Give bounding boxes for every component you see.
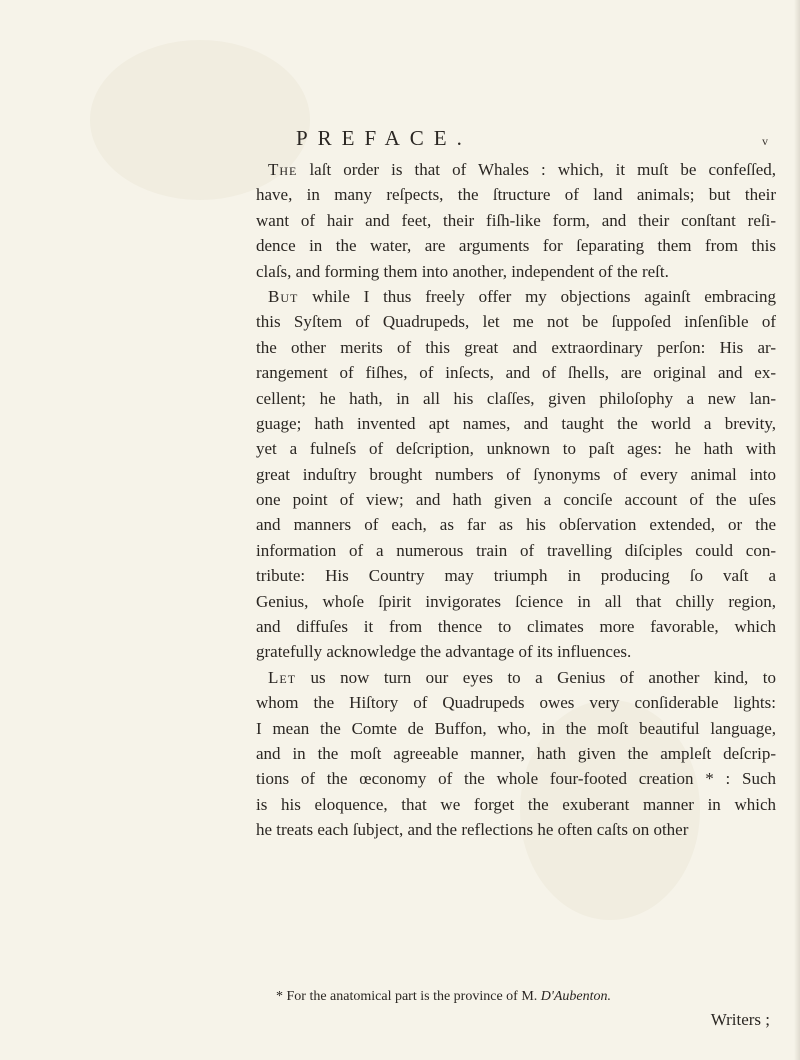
line-text: cellent; he hath, in all his claſſes, given philoſophy a new lan- bbox=[256, 388, 776, 408]
footnote-text: * For the anatomical part is the province of M. bbox=[276, 989, 541, 1004]
line-text: tions of the œconomy of the whole four-footed creation * : Such bbox=[256, 769, 776, 789]
text-line bbox=[256, 208, 776, 233]
body-text bbox=[256, 157, 776, 843]
line-text: this Syſtem of Quadrupeds, let me not be ſuppoſed inſenſible of bbox=[256, 312, 776, 332]
line-text: us now turn our eyes to a Genius of another kind, to bbox=[296, 667, 776, 687]
line-text: have, in many reſpects, the ſtructure of land animals; but their bbox=[256, 185, 776, 205]
text-line bbox=[256, 690, 776, 715]
running-head bbox=[0, 126, 800, 156]
line-text: guage; hath invented apt names, and taught the world a brevity, bbox=[256, 413, 776, 433]
text-line bbox=[256, 284, 776, 309]
line-text: and in the moſt agreeable manner, hath given the ampleſt deſcrip- bbox=[256, 743, 776, 763]
text-line bbox=[256, 436, 776, 461]
line-text: he treats each ſubject, and the reflections he often caſts on other bbox=[256, 820, 689, 840]
line-text: tribute: His Country may triumph in producing ſo vaſt a bbox=[256, 566, 776, 586]
text-line bbox=[256, 639, 776, 664]
line-text: one point of view; and hath given a conciſe account of the uſes bbox=[256, 490, 776, 510]
line-text: laſt order is that of Whales : which, it muſt be confeſſed, bbox=[297, 160, 776, 179]
line-text: gratefully acknowledge the advantage of its influences. bbox=[256, 642, 632, 662]
text-line bbox=[256, 360, 776, 385]
page-edge-shadow bbox=[794, 0, 800, 1060]
paragraph-lead-word: The bbox=[268, 160, 298, 179]
text-line bbox=[256, 716, 776, 741]
line-text: yet a fulneſs of deſcription, unknown to paſt ages: he hath with bbox=[256, 439, 776, 459]
text-line bbox=[256, 589, 776, 614]
line-text: Genius, whoſe ſpirit invigorates ſcience in all that chilly region, bbox=[256, 591, 776, 611]
text-line bbox=[256, 182, 776, 207]
text-line bbox=[256, 792, 776, 817]
paragraph-lead-word: But bbox=[268, 286, 299, 306]
line-text: and diffuſes it from thence to climates more favorable, which bbox=[256, 617, 776, 637]
page-title: PREFACE. bbox=[296, 126, 472, 150]
catchword: Writers ; bbox=[710, 1010, 770, 1029]
line-text: the other merits of this great and extraordinary perſon: His ar- bbox=[256, 337, 776, 357]
text-line bbox=[256, 563, 776, 588]
text-line bbox=[256, 259, 776, 284]
line-text: is his eloquence, that we forget the exuberant manner in which bbox=[256, 794, 776, 814]
text-line bbox=[256, 462, 776, 487]
line-text: information of a numerous train of travelling diſciples could con- bbox=[256, 540, 776, 560]
text-line bbox=[256, 411, 776, 436]
footnote-name: D'Aubenton. bbox=[540, 989, 612, 1004]
text-line bbox=[256, 766, 776, 791]
text-line bbox=[256, 233, 776, 258]
text-line bbox=[256, 309, 776, 334]
text-line bbox=[256, 665, 776, 690]
text-line bbox=[256, 157, 776, 182]
line-text: claſs, and forming them into another, independent of the reſt. bbox=[256, 261, 669, 281]
line-text: whom the Hiſtory of Quadrupeds owes very conſiderable lights: bbox=[256, 693, 776, 713]
text-line bbox=[256, 512, 776, 537]
line-text: great induſtry brought numbers of ſynonyms of every animal into bbox=[256, 464, 776, 484]
text-line bbox=[256, 335, 776, 360]
line-text: I mean the Comte de Buffon, who, in the moſt beautiful language, bbox=[256, 718, 776, 738]
text-line bbox=[256, 614, 776, 639]
paragraph-lead-word: Let bbox=[268, 667, 297, 687]
text-line bbox=[256, 741, 776, 766]
line-text: want of hair and feet, their fiſh-like form, and their conſtant reſi- bbox=[256, 210, 776, 230]
page-number: v bbox=[762, 134, 768, 148]
line-text: while I thus freely offer my objections againſt embracing bbox=[298, 286, 776, 306]
footnote bbox=[276, 987, 776, 1007]
text-line bbox=[256, 386, 776, 411]
text-line bbox=[256, 538, 776, 563]
text-line bbox=[256, 487, 776, 512]
line-text: and manners of each, as far as his obſervation extended, or the bbox=[256, 515, 776, 535]
line-text: dence in the water, are arguments for ſeparating them from this bbox=[256, 236, 776, 256]
line-text: rangement of fiſhes, of inſects, and of ſhells, are original and ex- bbox=[256, 363, 776, 383]
text-line bbox=[256, 817, 776, 842]
